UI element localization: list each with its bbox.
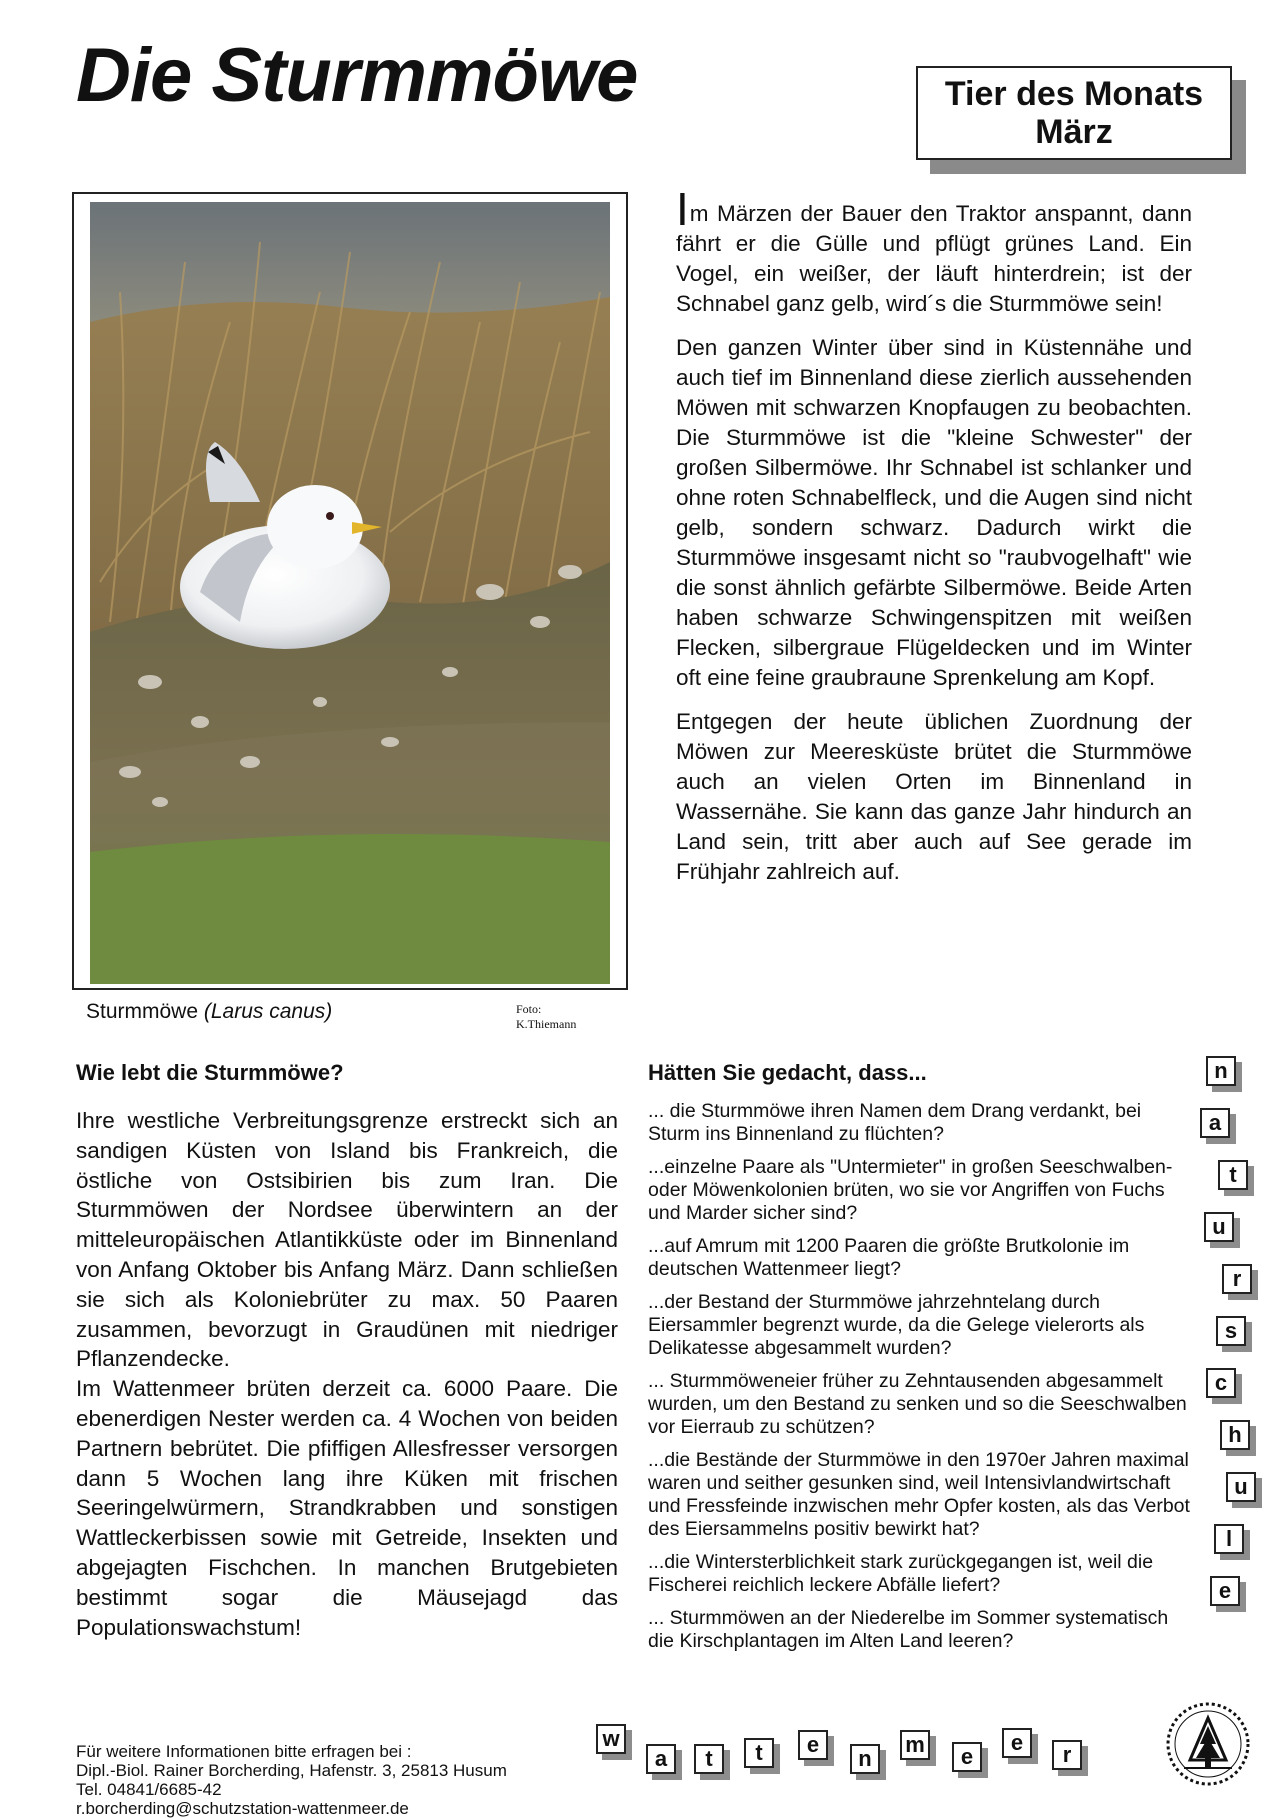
intro-paragraph-1 xyxy=(676,183,1192,319)
footer-line-3: Tel. 04841/6685-42 xyxy=(76,1780,222,1799)
badge-line-2: März xyxy=(1035,113,1113,151)
photo-credit xyxy=(516,1002,576,1032)
page-title: Die Sturmmöwe xyxy=(76,33,638,118)
fact-item: ... Sturmmöwen an der Niederelbe im Sommer systematisch die Kirschplantagen im Alten Land leeren? xyxy=(648,1607,1169,1652)
fact-item: ...auf Amrum mit 1200 Paaren die größte Brutkolonie im deutschen Wattenmeer liegt? xyxy=(648,1235,1130,1280)
organization-logo-icon xyxy=(1160,1696,1256,1792)
intro-paragraph-1-text: m Märzen der Bauer den Traktor anspannt, dann fährt er die Gülle und pflügt grünes Land. Ein Vogel, ein weißer, der läuft hinterdrein; ist der Schnabel ganz gelb, wird´s die Sturmmöwe sein! xyxy=(676,201,1192,316)
photo-frame xyxy=(72,192,628,990)
side-letter-tile: s xyxy=(1216,1316,1246,1346)
bottom-letter-tile: m xyxy=(900,1730,930,1760)
lifestyle-paragraph-1: Ihre westliche Verbreitungsgrenze erstreckt sich an sandigen Küsten von Island bis Frankreich, die östliche von Ostsibirien bis zum Iran. Die Sturmmöwen der Nordsee überwintern an der mitteleuropäischen Atlantikküste oder im Binnenland von Anfang Oktober bis Anfang März. Dann schließen sie sich als Koloniebrüter zu max. 50 Paaren zusammen, bevorzugt in Graudünen mit niedriger Pflanzendecke. xyxy=(76,1108,618,1372)
side-letter-tile: c xyxy=(1206,1368,1236,1398)
fact-item: ...der Bestand der Sturmmöwe jahrzehntelang durch Eiersammler begrenzt wurde, da die Gelege vielerorts als Delikatesse abgesammelt wurden? xyxy=(648,1291,1145,1359)
contact-footer xyxy=(76,1742,507,1818)
side-letter-tile: r xyxy=(1222,1264,1252,1294)
bottom-letter-tile: e xyxy=(798,1730,828,1760)
bottom-letter-tile: r xyxy=(1052,1740,1082,1770)
credit-author: K.Thiemann xyxy=(516,1017,577,1031)
seagull-photo xyxy=(90,202,610,984)
bottom-letter-tile: e xyxy=(952,1742,982,1772)
footer-line-4: r.borcherding@schutzstation-wattenmeer.de xyxy=(76,1799,409,1818)
side-letter-tile: n xyxy=(1206,1056,1236,1086)
intro-paragraph-2: Den ganzen Winter über sind in Küstennähe und auch tief im Binnenland diese zierlich aussehenden Möwen mit schwarzen Knopfaugen zu beobachten. Die Sturmmöwe ist die "kleine Schwester" der großen Silbermöwe. Ihr Schnabel ist schlanker und ohne roten Schnabelfleck, und die Augen sind nicht gelb, sondern schwarz. Dadurch wirkt die Sturmmöwe insgesamt nicht so "raubvogelhaft" wie die sonst ähnlich gefärbte Silbermöwe. Beide Arten haben schwarze Schwingenspitzen mit weißen Flecken, silbergraue Flügeldecken und im Winter oft eine feine graubraune Sprenkelung am Kopf. xyxy=(676,335,1192,690)
fact-item: ... die Sturmmöwe ihren Namen dem Drang verdankt, bei Sturm ins Binnenland zu flüchten? xyxy=(648,1100,1142,1145)
bottom-letter-tile: e xyxy=(1002,1728,1032,1758)
side-letter-tile: a xyxy=(1200,1108,1230,1138)
bottom-letter-tile: w xyxy=(596,1724,626,1754)
bottom-letter-tile: t xyxy=(694,1744,724,1774)
fact-item: ...die Bestände der Sturmmöwe in den 1970er Jahren maximal waren und seither gesunken sind, weil Intensivlandwirtschaft und Fressfeinde inzwischen mehr Opfer kosten, als das Verbot des Eiersammelns positiv bewirkt hat? xyxy=(648,1449,1190,1540)
side-letter-tile: l xyxy=(1214,1524,1244,1554)
fact-item: ...einzelne Paare als "Untermieter" in großen Seeschwalben- oder Möwenkolonien brüten, wo sie vor Angriffen von Fuchs und Marder sicher sind? xyxy=(648,1156,1173,1224)
intro-text xyxy=(676,183,1192,901)
footer-line-2: Dipl.-Biol. Rainer Borcherding, Hafenstr. 3, 25813 Husum xyxy=(76,1761,507,1780)
photo-caption xyxy=(86,1000,332,1024)
facts-heading: Hätten Sie gedacht, dass... xyxy=(648,1060,927,1085)
lifestyle-section xyxy=(76,1060,618,1642)
side-letter-tile: e xyxy=(1210,1576,1240,1606)
bottom-letter-tile: t xyxy=(744,1738,774,1768)
fact-item: ...die Wintersterblichkeit stark zurückgegangen ist, weil die Fischerei reichlich leckere Abfälle liefert? xyxy=(648,1551,1154,1596)
fact-item: ... Sturmmöweneier früher zu Zehntausenden abgesammelt wurden, um den Bestand zu senken und so die Seeschwalben vor Eierraub zu schützen? xyxy=(648,1370,1187,1438)
caption-name: Sturmmöwe xyxy=(86,1000,199,1023)
intro-paragraph-3: Entgegen der heute üblichen Zuordnung der Möwen zur Meeresküste brütet die Sturmmöwe auch an vielen Orten im Binnenland in Wassernähe. Sie kann das ganze Jahr hindurch an Land sein, tritt aber auch auf See gerade im Frühjahr zahlreich auf. xyxy=(676,709,1192,884)
bottom-letter-tile: a xyxy=(646,1744,676,1774)
caption-latin: (Larus canus) xyxy=(203,1000,333,1023)
drop-cap: I xyxy=(676,183,689,235)
side-letter-tile: h xyxy=(1220,1420,1250,1450)
badge-line-1: Tier des Monats xyxy=(944,75,1204,113)
lifestyle-heading: Wie lebt die Sturmmöwe? xyxy=(76,1060,344,1085)
facts-section xyxy=(648,1060,1190,1663)
side-letter-tile: u xyxy=(1226,1472,1256,1502)
lifestyle-paragraph-2: Im Wattenmeer brüten derzeit ca. 6000 Paare. Die ebenerdigen Nester werden ca. 4 Wochen von beiden Partnern bebrütet. Die pfiffigen Allesfresser versorgen dann 5 Wochen lang ihre Küken mit frischen Seeringelwürmern, Strandkrabben und sonstigen Wattleckerbissen sowie mit Getreide, Insekten und abgejagten Fischchen. In manchen Brutgebieten bestimmt sogar die Mäusejagd das Populationswachstum! xyxy=(76,1376,618,1640)
bottom-letter-tile: n xyxy=(850,1744,880,1774)
footer-line-1: Für weitere Informationen bitte erfragen bei : xyxy=(76,1742,412,1761)
credit-label: Foto: xyxy=(516,1002,542,1016)
side-letter-tile: u xyxy=(1204,1212,1234,1242)
side-letter-tile: t xyxy=(1218,1160,1248,1190)
month-badge xyxy=(916,66,1232,160)
